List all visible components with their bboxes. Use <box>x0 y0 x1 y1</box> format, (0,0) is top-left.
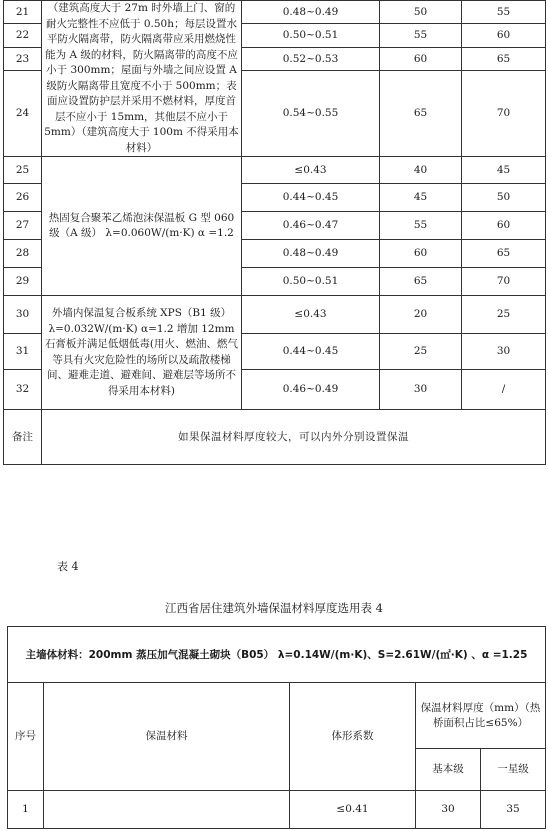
shape-coefficient: 0.52~0.53 <box>242 47 380 70</box>
column-header-row <box>8 683 546 749</box>
column-header-one-star: 一星级 <box>481 749 546 791</box>
one-star-thickness: 60 <box>462 24 546 47</box>
shape-coefficient: 0.48~0.49 <box>242 240 380 268</box>
row-number: 28 <box>4 240 42 268</box>
shape-coefficient: ≤0.43 <box>242 296 380 334</box>
shape-coefficient: 0.44~0.45 <box>242 334 380 370</box>
one-star-thickness: 65 <box>462 240 546 268</box>
column-header-material: 保温材料 <box>44 683 290 791</box>
basic-level-thickness: 30 <box>380 370 462 410</box>
one-star-thickness: 60 <box>462 212 546 240</box>
table-row <box>8 791 546 829</box>
material-cell: 热固复合聚苯乙烯泡沫保温板 G 型 060 级（A 级） λ=0.060W/(m·K) α =1.2 <box>42 157 242 296</box>
note-row <box>4 410 546 465</box>
one-star-thickness: 50 <box>462 184 546 212</box>
basic-level-thickness: 55 <box>380 24 462 47</box>
shape-coefficient: 0.44~0.45 <box>242 184 380 212</box>
basic-level-thickness: 65 <box>380 268 462 296</box>
table-header-row <box>8 627 546 683</box>
one-star-thickness: 55 <box>462 1 546 24</box>
shape-coefficient: 0.50~0.51 <box>242 268 380 296</box>
thickness-table-4 <box>7 626 546 829</box>
basic-level-thickness: 45 <box>380 184 462 212</box>
row-number: 22 <box>4 24 42 47</box>
one-star-thickness: 25 <box>462 296 546 334</box>
row-number: 27 <box>4 212 42 240</box>
basic-level-thickness: 55 <box>380 212 462 240</box>
table-number-label: 表 4 <box>57 560 79 573</box>
basic-level-thickness: 20 <box>380 296 462 334</box>
one-star-thickness: 65 <box>462 47 546 70</box>
one-star-thickness: 45 <box>462 157 546 184</box>
shape-coefficient: 0.46~0.47 <box>242 212 380 240</box>
table-title: 江西省居住建筑外墙保温材料厚度选用表 4 <box>165 601 383 615</box>
basic-level-thickness: 65 <box>380 71 462 157</box>
row-number: 29 <box>4 268 42 296</box>
basic-level-thickness: 30 <box>416 791 481 829</box>
table-row <box>4 157 546 184</box>
table-row <box>4 1 546 24</box>
row-number: 26 <box>4 184 42 212</box>
thickness-table-continued <box>3 0 546 465</box>
column-header-shape-coefficient: 体形系数 <box>290 683 416 791</box>
shape-coefficient: 0.50~0.51 <box>242 24 380 47</box>
column-header-number: 序号 <box>8 683 44 791</box>
basic-level-thickness: 60 <box>380 240 462 268</box>
shape-coefficient: 0.48~0.49 <box>242 1 380 24</box>
row-number: 31 <box>4 334 42 370</box>
one-star-thickness: 70 <box>462 268 546 296</box>
row-number: 25 <box>4 157 42 184</box>
row-number: 30 <box>4 296 42 334</box>
material-cell: 外墙内保温复合板系统 XPS（B1 级） λ=0.032W/(m·K) α=1.2 增加 12mm 石膏板并满足低烟低毒(用火、燃油、燃气等具有火灾危险性的场所以及疏散楼梯间、避难走道、避难间、避难层等场所不得采用本材料) <box>42 296 242 410</box>
material-cell <box>44 791 290 829</box>
shape-coefficient: ≤0.43 <box>242 157 380 184</box>
one-star-thickness: 70 <box>462 71 546 157</box>
table-row <box>4 296 546 334</box>
shape-coefficient: ≤0.41 <box>290 791 416 829</box>
one-star-thickness: 35 <box>481 791 546 829</box>
wall-material-header: 主墙体材料：200mm 蒸压加气混凝土砌块（B05） λ=0.14W/(m·K)、S=2.61W/(㎡·K) 、α =1.25 <box>8 627 546 683</box>
column-header-basic-level: 基本级 <box>416 749 481 791</box>
one-star-thickness: / <box>462 370 546 410</box>
one-star-thickness: 30 <box>462 334 546 370</box>
basic-level-thickness: 25 <box>380 334 462 370</box>
row-number: 23 <box>4 47 42 70</box>
row-number: 24 <box>4 71 42 157</box>
note-text: 如果保温材料厚度较大，可以内外分别设置保温 <box>42 410 546 465</box>
material-cell: （建筑高度大于 27m 时外墙上门、窗的耐火完整性不应低于 0.50h；每层设置水平防火隔离带，防火隔离带应采用燃烧性能为 A 级的材料，防火隔离带的高度不应小于 300mm；屋面与外墙之间应设置 A 级防火隔离带且宽度不小于 500mm；表面应设置防护层并采用不燃材料，厚度首层不应小于 15mm，其他层不应小于 5mm）（建筑高度大于 100m 不得采用本材料） <box>42 1 242 157</box>
basic-level-thickness: 50 <box>380 1 462 24</box>
shape-coefficient: 0.54~0.55 <box>242 71 380 157</box>
basic-level-thickness: 60 <box>380 47 462 70</box>
note-label: 备注 <box>4 410 42 465</box>
shape-coefficient: 0.46~0.49 <box>242 370 380 410</box>
row-number: 21 <box>4 1 42 24</box>
row-number: 1 <box>8 791 44 829</box>
basic-level-thickness: 40 <box>380 157 462 184</box>
row-number: 32 <box>4 370 42 410</box>
column-header-thickness: 保温材料厚度（mm）（热桥面积占比≤65%） <box>416 683 546 749</box>
